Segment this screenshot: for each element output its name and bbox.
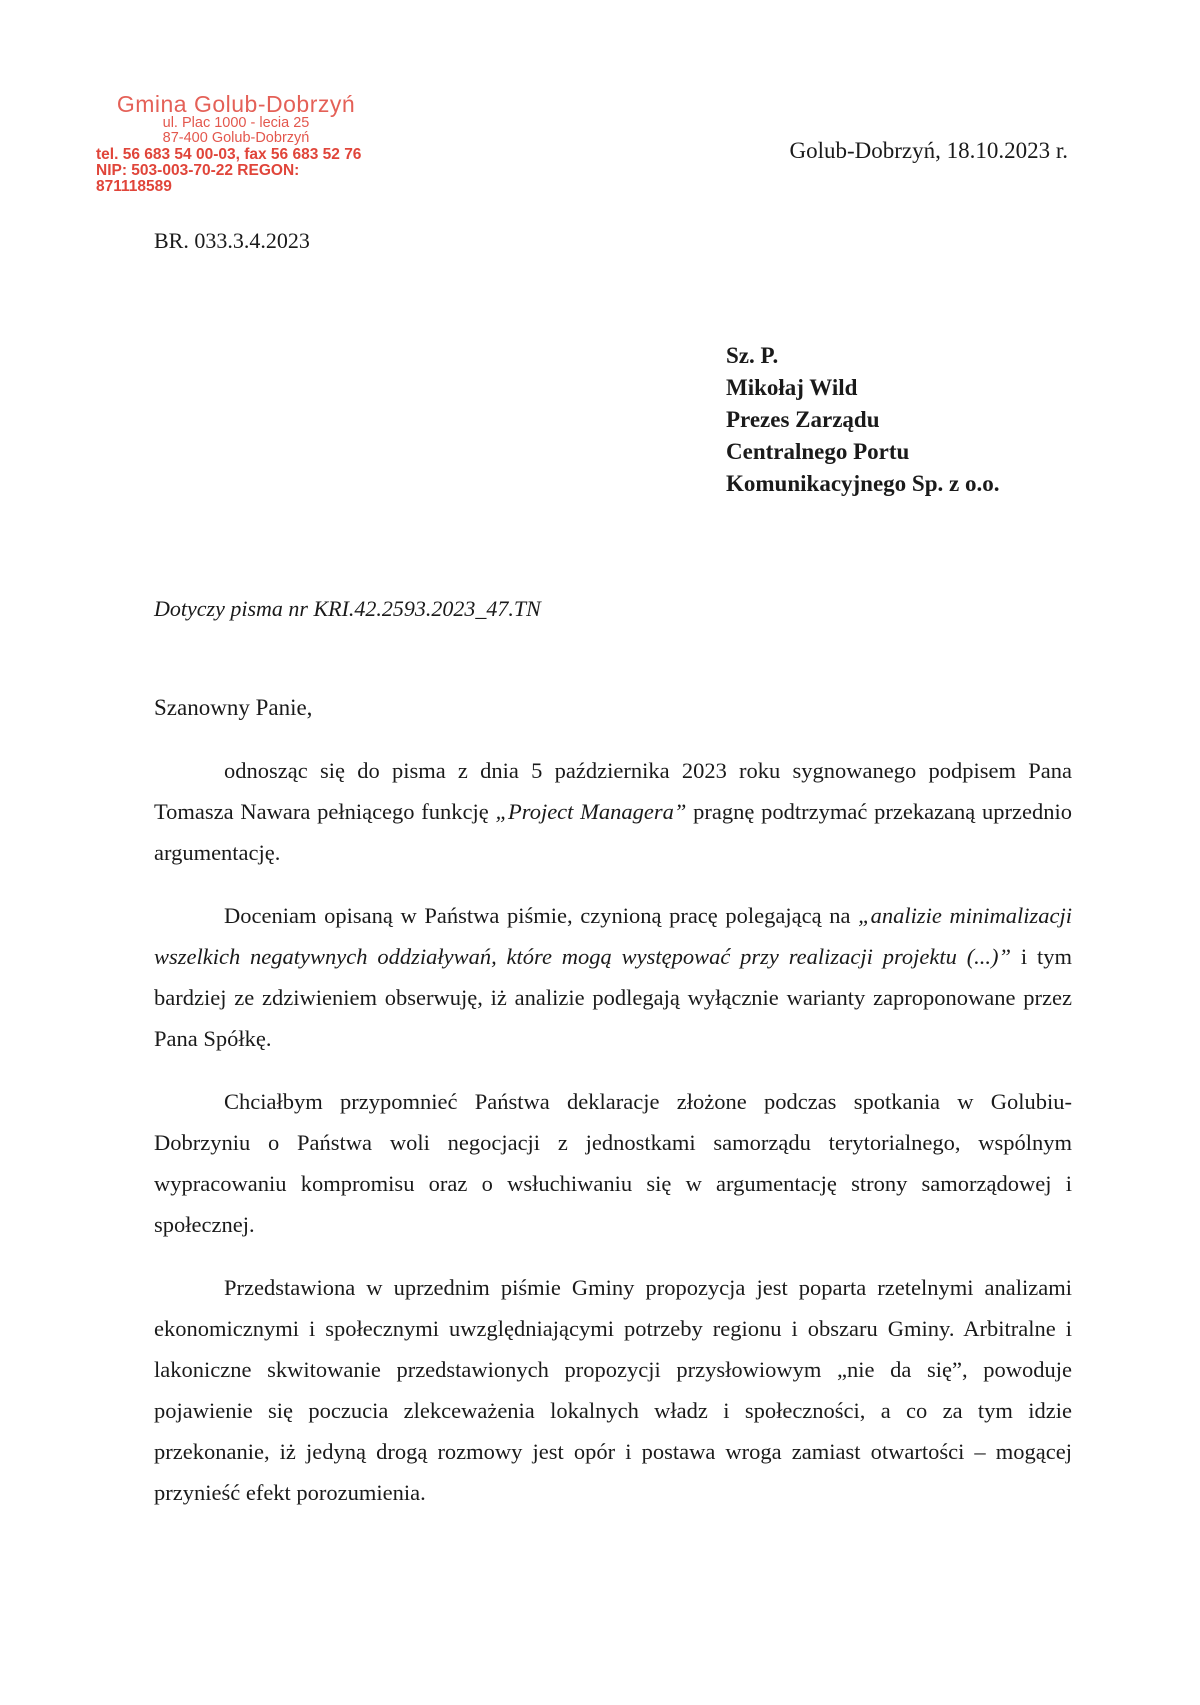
paragraph-2 <box>154 895 1072 1059</box>
municipality-stamp <box>96 92 376 195</box>
letter-body <box>154 750 1072 1535</box>
paragraph-1-text-a: odnosząc się do pisma z dnia 5 października 2023 roku sygnowanego podpisem Pana Tomasza Nawara pełniącego funkcję <box>154 758 1072 824</box>
paragraph-1-quote: „Project Managera” <box>495 799 687 824</box>
recipient-salutation: Sz. P. <box>726 343 779 368</box>
place-date: Golub-Dobrzyń, 18.10.2023 r. <box>789 138 1068 163</box>
paragraph-1 <box>154 750 1072 873</box>
stamp-name: Gmina Golub-Dobrzyń <box>116 91 356 117</box>
paragraph-1-text-b: pragnę podtrzymać przekazaną uprzednio argumentację. <box>154 799 1072 865</box>
greeting: Szanowny Panie, <box>154 695 313 720</box>
paragraph-2-text-a: Doceniam opisaną w Państwa piśmie, czynioną pracę polegającą na <box>224 903 859 928</box>
stamp-street: ul. Plac 1000 - lecia 25 <box>162 115 310 132</box>
recipient-position: Prezes Zarządu <box>726 407 880 432</box>
recipient-company-line1: Centralnego Portu <box>726 439 910 464</box>
subject-line: Dotyczy pisma nr KRI.42.2593.2023_47.TN <box>154 596 541 621</box>
paragraph-2-text-b: i tym bardziej ze zdziwieniem obserwuję, iż analizie podlegają wyłącznie warianty zaproponowane przez Pana Spółkę. <box>154 944 1072 1051</box>
recipient-company-line2: Komunikacyjnego Sp. z o.o. <box>726 471 1000 496</box>
stamp-city: 87-400 Golub-Dobrzyń <box>162 130 310 147</box>
recipient-name: Mikołaj Wild <box>726 375 858 400</box>
paragraph-3: Chciałbym przypomnieć Państwa deklaracje złożone podczas spotkania w Golubiu-Dobrzyniu o Państwa woli negocjacji z jednostkami samorządu terytorialnego, wspólnym wypracowaniu kompromisu oraz o wsłuchiwaniu się w argumentację strony samorządowej i społecznej. <box>154 1089 1072 1237</box>
paragraph-2-quote: „analizie minimalizacji wszelkich negatywnych oddziaływań, które mogą występować przy realizacji projektu (...)” <box>154 903 1073 969</box>
recipient-block <box>726 340 999 500</box>
stamp-phone: tel. 56 683 54 00-03, fax 56 683 52 76 <box>96 145 362 163</box>
stamp-ids: NIP: 503-003-70-22 REGON: 871118589 <box>96 161 300 196</box>
paragraph-4: Przedstawiona w uprzednim piśmie Gminy propozycja jest poparta rzetelnymi analizami ekonomicznymi i społecznymi uwzględniającymi potrzeby regionu i obszaru Gminy. Arbitralne i lakoniczne skwitowanie przedstawionych propozycji przysłowiowym „nie da się”, powoduje pojawienie się poczucia zlekceważenia lokalnych władz i społeczności, a co za tym idzie przekonanie, iż jedyną drogą rozmowy jest opór i postawa wroga zamiast otwartości – mogącej przynieść efekt porozumienia. <box>154 1275 1072 1505</box>
reference-number: BR. 033.3.4.2023 <box>154 228 310 253</box>
